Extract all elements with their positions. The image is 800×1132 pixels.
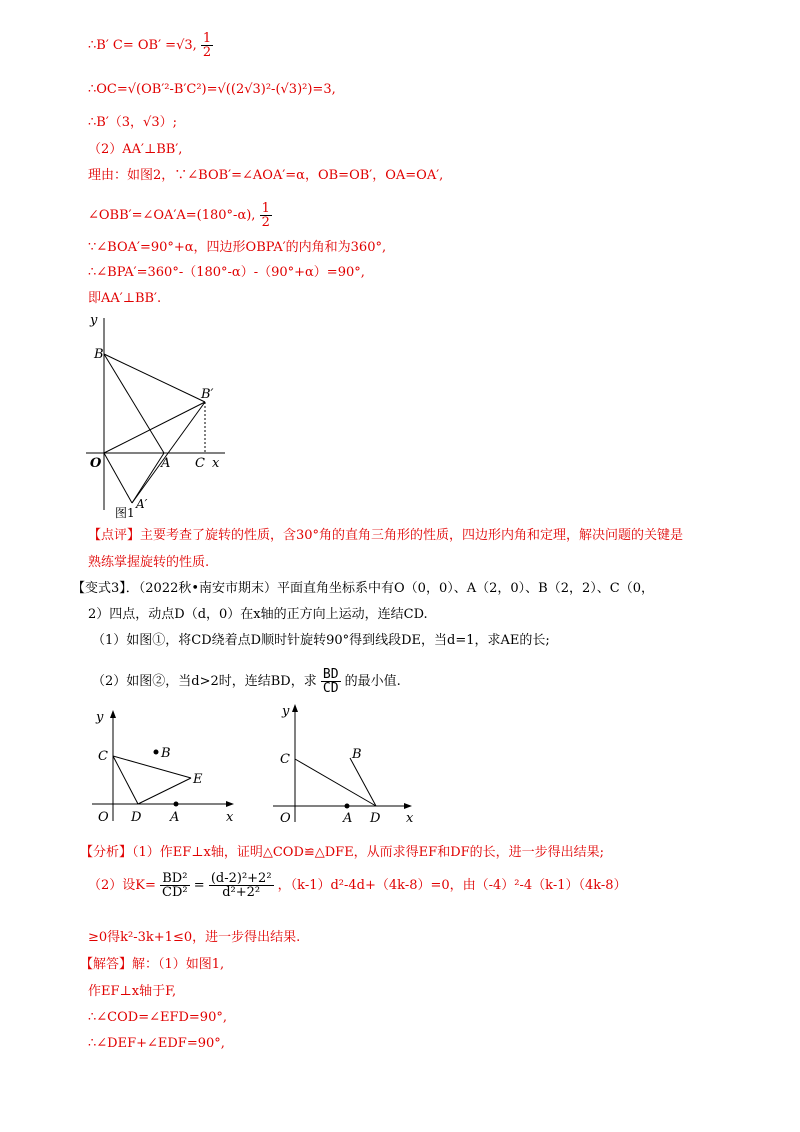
- solution-line-4: ∴∠DEF+∠EDF=90°,: [88, 1036, 225, 1051]
- figure-3: [268, 700, 428, 830]
- figure-2: [88, 708, 248, 828]
- point-a: [345, 804, 350, 809]
- step-b-prime-coords: ∴B′（3，√3）;: [88, 115, 177, 130]
- segment-ce: [113, 756, 191, 778]
- point-a: [174, 802, 179, 807]
- reason-line: 理由：如图2，∵∠BOB′=∠AOA′=α，OB=OB′，OA=OA′,: [88, 168, 444, 183]
- label-c: C: [98, 749, 108, 764]
- step-b-prime-c: [88, 32, 213, 59]
- analysis-line-1: 【分析】（1）作EF⊥x轴，证明△COD≌△DFE，从而求得EF和DF的长，进一步得出结果;: [80, 845, 605, 860]
- segment-de: [138, 778, 191, 804]
- step-b-prime-c-text: ∴B′ C= OB′ =√3,: [88, 38, 197, 53]
- label-c: C: [195, 456, 205, 471]
- solution-line-2: 作EF⊥x轴于F,: [88, 984, 177, 999]
- analysis-line-3: ≥0得k²-3k+1≤0，进一步得出结果.: [88, 930, 301, 945]
- figure-1-caption: 图1: [115, 506, 135, 520]
- half-fraction-2: $\frac{1}{2}$: [261, 201, 270, 230]
- conclusion-line: 即AA′⊥BB′.: [88, 291, 162, 306]
- part2-claim: （2）AA′⊥BB′,: [88, 142, 183, 157]
- bd-cd-fraction: $\frac{BD}{CD}$: [322, 667, 339, 696]
- solution-line-3: ∴∠COD=∠EFD=90°,: [88, 1010, 227, 1025]
- label-d: D: [370, 811, 381, 826]
- analysis-line-2: （2）设K= $\frac{\text{BD²}}{\text{CD²}}$ = $\frac{\text{(d-2)²+2²}}{\text{d²+2²}}$ ，（k-1）d²-4d+（4k-8）=0，由（-4）²-4（k-1）（4k-8）: [88, 871, 627, 900]
- x-arrow: [404, 803, 412, 809]
- segment-bb-prime: [104, 354, 205, 402]
- angle-bpa-line: ∴∠BPA′=360°-（180°-α）-（90°+α）=90°,: [88, 265, 365, 280]
- label-c: C: [280, 752, 290, 767]
- label-y: y: [282, 704, 290, 719]
- label-a: A: [343, 811, 353, 826]
- segment-oa-prime: [104, 453, 132, 503]
- k-fraction: $\frac{\text{BD²}}{\text{CD²}}$: [162, 871, 188, 900]
- segment-ob-prime: [104, 402, 205, 453]
- point-b: [154, 750, 159, 755]
- label-y: y: [90, 313, 98, 328]
- label-o: O: [90, 456, 102, 471]
- figure-1: [80, 310, 240, 520]
- problem-line-1: 【变式3】．（2022秋•南安市期末）平面直角坐标系中有O（0，0）、A（2，0）、B（2，2）、C（0，: [72, 581, 654, 596]
- label-y: y: [96, 710, 104, 725]
- label-x: x: [406, 811, 414, 826]
- label-o: O: [98, 810, 109, 825]
- label-b: B: [161, 746, 171, 761]
- label-b-prime: B′: [201, 387, 214, 402]
- problem-line-2: 2）四点，动点D（d，0）在x轴的正方向上运动，连结CD.: [88, 607, 428, 622]
- k-rhs-fraction: $\frac{\text{(d-2)²+2²}}{\text{d²+2²}}$: [210, 871, 272, 900]
- segment-aa-prime: [132, 453, 164, 503]
- label-b: B: [352, 747, 362, 762]
- label-d: D: [131, 810, 142, 825]
- y-arrow: [110, 710, 116, 718]
- x-arrow: [226, 801, 234, 807]
- solution-line-1: 【解答】解：（1）如图1,: [80, 957, 225, 972]
- comment-line-1: 【点评】主要考查了旋转的性质，含30°角的直角三角形的性质，四边形内角和定理，解决问题的关键是: [88, 528, 684, 543]
- label-e: E: [193, 772, 203, 787]
- segment-cd: [113, 756, 138, 804]
- angle-obb-line: ∠OBB′=∠OA′A=(180°-α), $\frac{1}{2}$: [88, 201, 270, 230]
- label-o: O: [280, 811, 291, 826]
- problem-line-4: （2）如图②，当d>2时，连结BD，求 $\frac{BD}{CD}$ 的最小值.: [92, 667, 401, 696]
- step-oc: ∴OC=√(OB′²-B′C²)=√((2√3)²-(√3)²)=3,: [88, 82, 336, 97]
- label-a: A: [161, 456, 171, 471]
- comment-line-2: 熟练掌握旋转的性质.: [88, 555, 210, 570]
- label-b: B: [94, 347, 104, 362]
- segment-cd: [295, 759, 376, 806]
- y-arrow: [292, 704, 298, 712]
- label-x: x: [212, 456, 220, 471]
- label-a: A: [170, 810, 180, 825]
- half-fraction: $\frac{1}{2}$: [202, 31, 212, 60]
- label-x: x: [226, 810, 234, 825]
- angle-boa-line: ∵∠BOA′=90°+α，四边形OBPA′的内角和为360°,: [88, 240, 387, 255]
- problem-line-3: （1）如图①，将CD绕着点D顺时针旋转90°得到线段DE，当d=1，求AE的长;: [92, 633, 550, 648]
- label-a-prime: A′: [136, 497, 148, 511]
